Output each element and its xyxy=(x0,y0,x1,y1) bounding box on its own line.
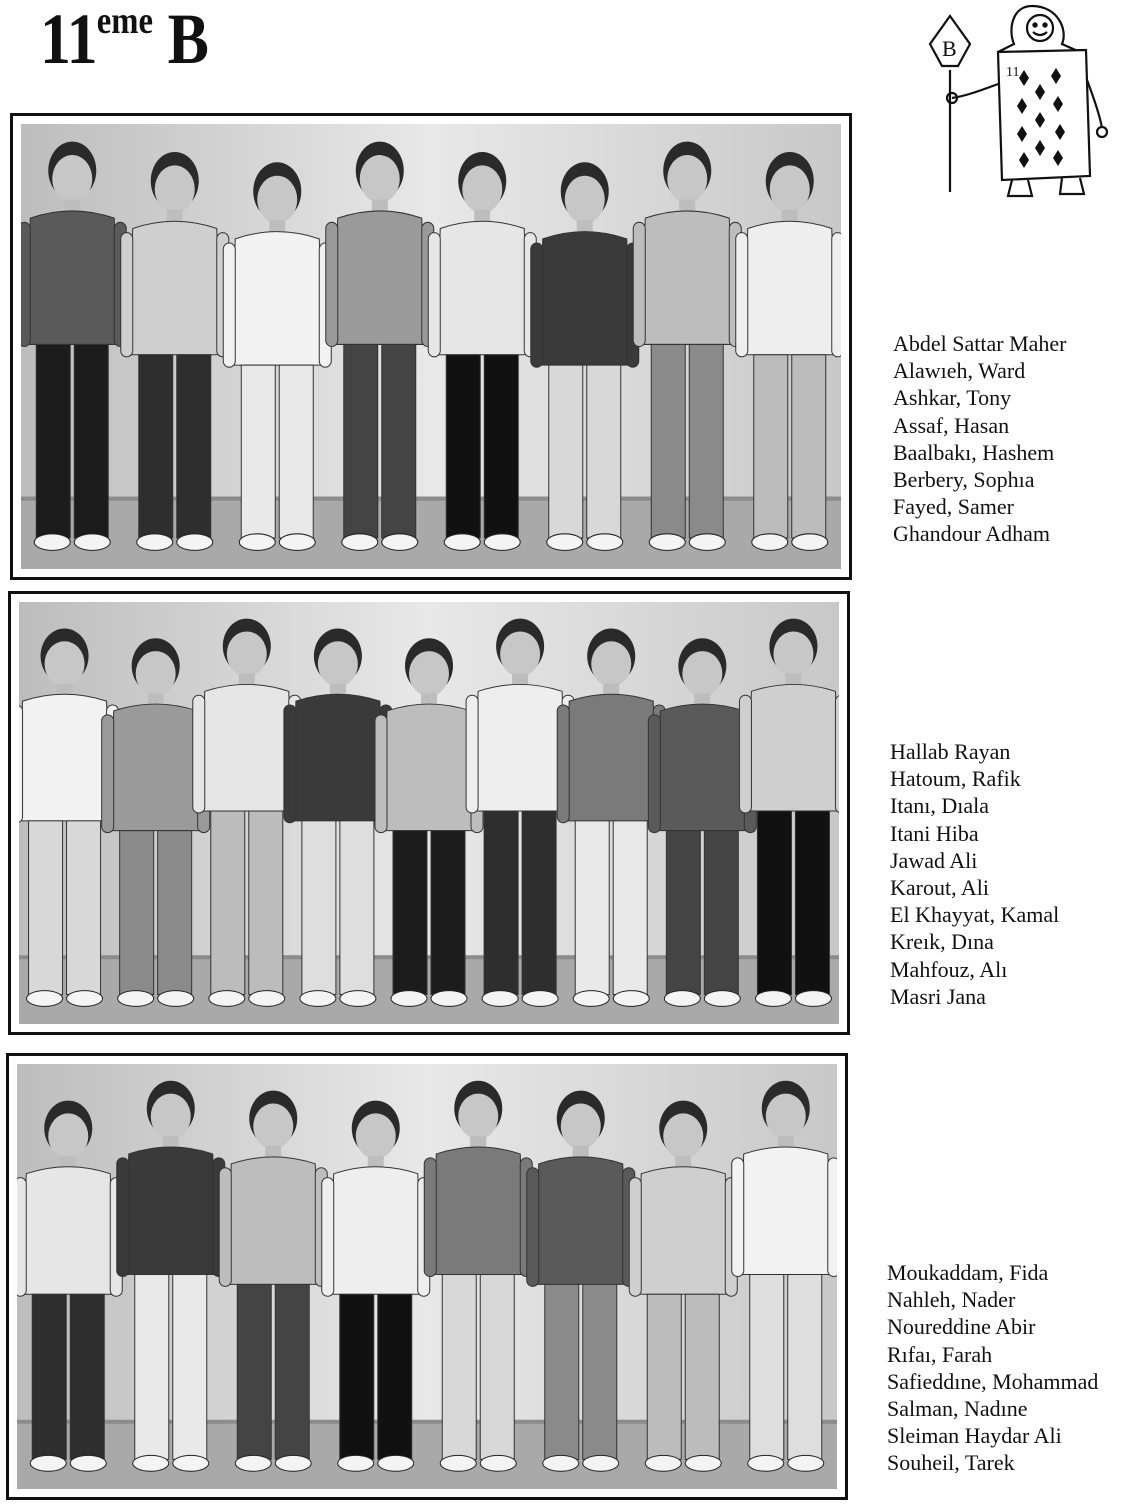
student-name: Mahfouz, Alı xyxy=(890,956,1008,982)
class-photo-2 xyxy=(8,591,850,1035)
class-suffix: eme xyxy=(96,0,154,42)
group-photo xyxy=(17,1064,837,1489)
page-title xyxy=(40,0,209,79)
class-letter: B xyxy=(167,0,209,79)
student-name: Hatoum, Rafik xyxy=(890,766,1021,792)
student-name: Nahleh, Nader xyxy=(887,1287,1016,1313)
student-name: Sleiman Haydar Ali xyxy=(887,1423,1062,1449)
student-name: Masri Jana xyxy=(890,983,986,1009)
student-name: Rıfaı, Farah xyxy=(887,1341,993,1367)
name-list-1 xyxy=(893,330,1067,548)
group-photo xyxy=(19,602,839,1024)
student-name: Souheil, Tarek xyxy=(887,1450,1015,1476)
mascot-card-rank: 11 xyxy=(1006,65,1020,80)
name-list-3 xyxy=(887,1259,1098,1477)
student-name: Moukaddam, Fida xyxy=(887,1260,1049,1285)
student-name: Ghandour Adham xyxy=(893,521,1051,547)
student-name: Berbery, Sophıa xyxy=(893,467,1035,493)
name-list-2 xyxy=(890,738,1059,1010)
group-photo xyxy=(21,124,841,569)
student-name: Itani Hiba xyxy=(890,820,979,846)
student-name: Kreık, Dına xyxy=(890,929,994,955)
student-name: Alawıeh, Ward xyxy=(893,358,1026,384)
student-name: Itanı, Dıala xyxy=(890,793,989,819)
student-name: Noureddine Abir xyxy=(887,1314,1036,1340)
student-name: Fayed, Samer xyxy=(893,494,1014,520)
student-name: Assaf, Hasan xyxy=(893,412,1010,438)
class-photo-1 xyxy=(10,113,852,580)
student-name: Salman, Nadıne xyxy=(887,1396,1028,1422)
student-name: Ashkar, Tony xyxy=(893,385,1012,411)
class-number: 11 xyxy=(40,0,97,79)
student-name: Jawad Ali xyxy=(890,847,978,873)
mascot-flag-letter: B xyxy=(942,36,957,61)
student-name: Abdel Sattar Maher xyxy=(893,331,1067,356)
student-name: Karout, Ali xyxy=(890,875,989,901)
student-name: El Khayyat, Kamal xyxy=(890,902,1060,928)
student-name: Safieddıne, Mohammad xyxy=(887,1368,1099,1394)
card-soldier-icon xyxy=(912,0,1112,200)
class-photo-3 xyxy=(6,1053,848,1500)
student-name: Baalbakı, Hashem xyxy=(893,439,1055,465)
student-name: Hallab Rayan xyxy=(890,739,1011,764)
